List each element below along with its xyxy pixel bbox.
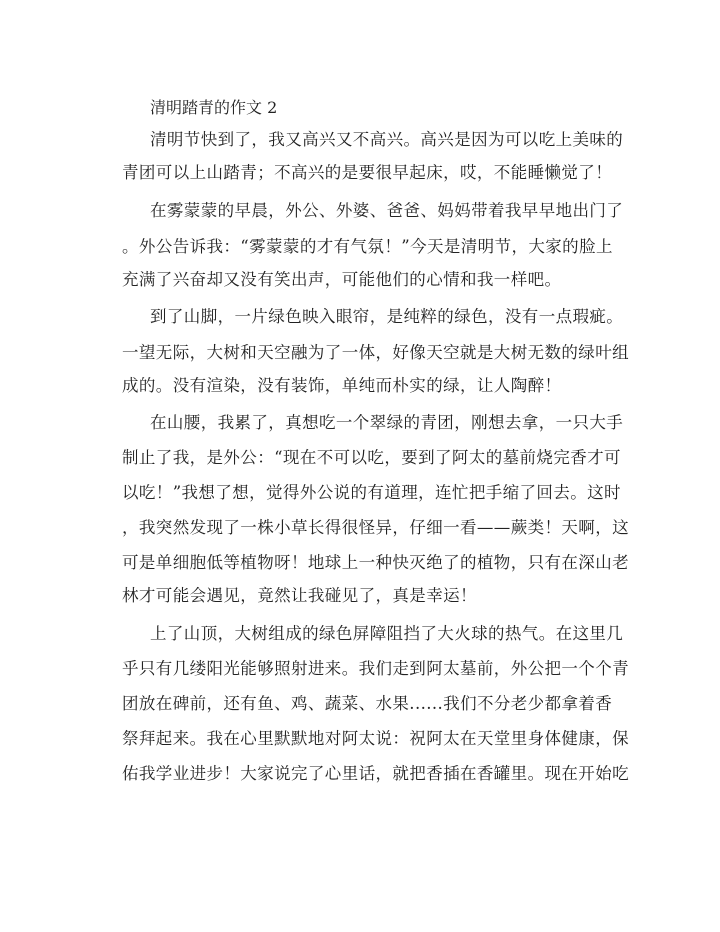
text-line: 充满了兴奋却又没有笑出声，可能他们的心情和我一样吧。 xyxy=(122,270,562,289)
text-line: 以吃！”我想了想，觉得外公说的有道理，连忙把手缩了回去。这时 xyxy=(122,483,621,502)
document-title: 清明踏青的作文 2 xyxy=(150,98,278,117)
text-line: 林才可能会遇见，竟然让我碰见了，真是幸运！ xyxy=(122,586,477,605)
text-line: 到了山脚，一片绿色映入眼帘，是纯粹的绿色，没有一点瑕疵。 xyxy=(150,307,624,326)
text-line: 制止了我，是外公：“现在不可以吃，要到了阿太的墓前烧完香才可 xyxy=(122,448,621,467)
text-line: 在雾蒙蒙的早晨，外公、外婆、爸爸、妈妈带着我早早地出门了 xyxy=(150,201,624,220)
text-line: 上了山顶，大树组成的绿色屏障阻挡了大火球的热气。在这里几 xyxy=(150,624,624,643)
text-line: 可是单细胞低等植物呀！地球上一种快灭绝了的植物，只有在深山老 xyxy=(122,553,629,572)
text-line: 在山腰，我累了，真想吃一个翠绿的青团，刚想去拿，一只大手 xyxy=(150,413,624,432)
text-line: 清明节快到了，我又高兴又不高兴。高兴是因为可以吃上美味的 xyxy=(150,130,624,149)
text-line: 祭拜起来。我在心里默默地对阿太说：祝阿太在天堂里身体健康，保 xyxy=(122,729,629,748)
text-line: 成的。没有渲染，没有装饰，单纯而朴实的绿，让人陶醉！ xyxy=(122,376,562,395)
text-line: 青团可以上山踏青；不高兴的是要很早起床，哎，不能睡懒觉了！ xyxy=(122,163,613,182)
text-line: 佑我学业进步！大家说完了心里话，就把香插在香罐里。现在开始吃 xyxy=(122,764,629,783)
text-line: 。外公告诉我：“雾蒙蒙的才有气氛！”今天是清明节，大家的脸上 xyxy=(122,237,613,256)
text-line: 一望无际，大树和天空融为了一体，好像天空就是大树无数的绿叶组 xyxy=(122,343,629,362)
text-line: ，我突然发现了一株小草长得很怪异，仔细一看——蕨类！天啊，这 xyxy=(122,518,629,537)
text-line: 乎只有几缕阳光能够照射进来。我们走到阿太墓前，外公把一个个青 xyxy=(122,659,629,678)
text-line: 团放在碑前，还有鱼、鸡、蔬菜、水果......我们不分老少都拿着香 xyxy=(122,694,613,713)
